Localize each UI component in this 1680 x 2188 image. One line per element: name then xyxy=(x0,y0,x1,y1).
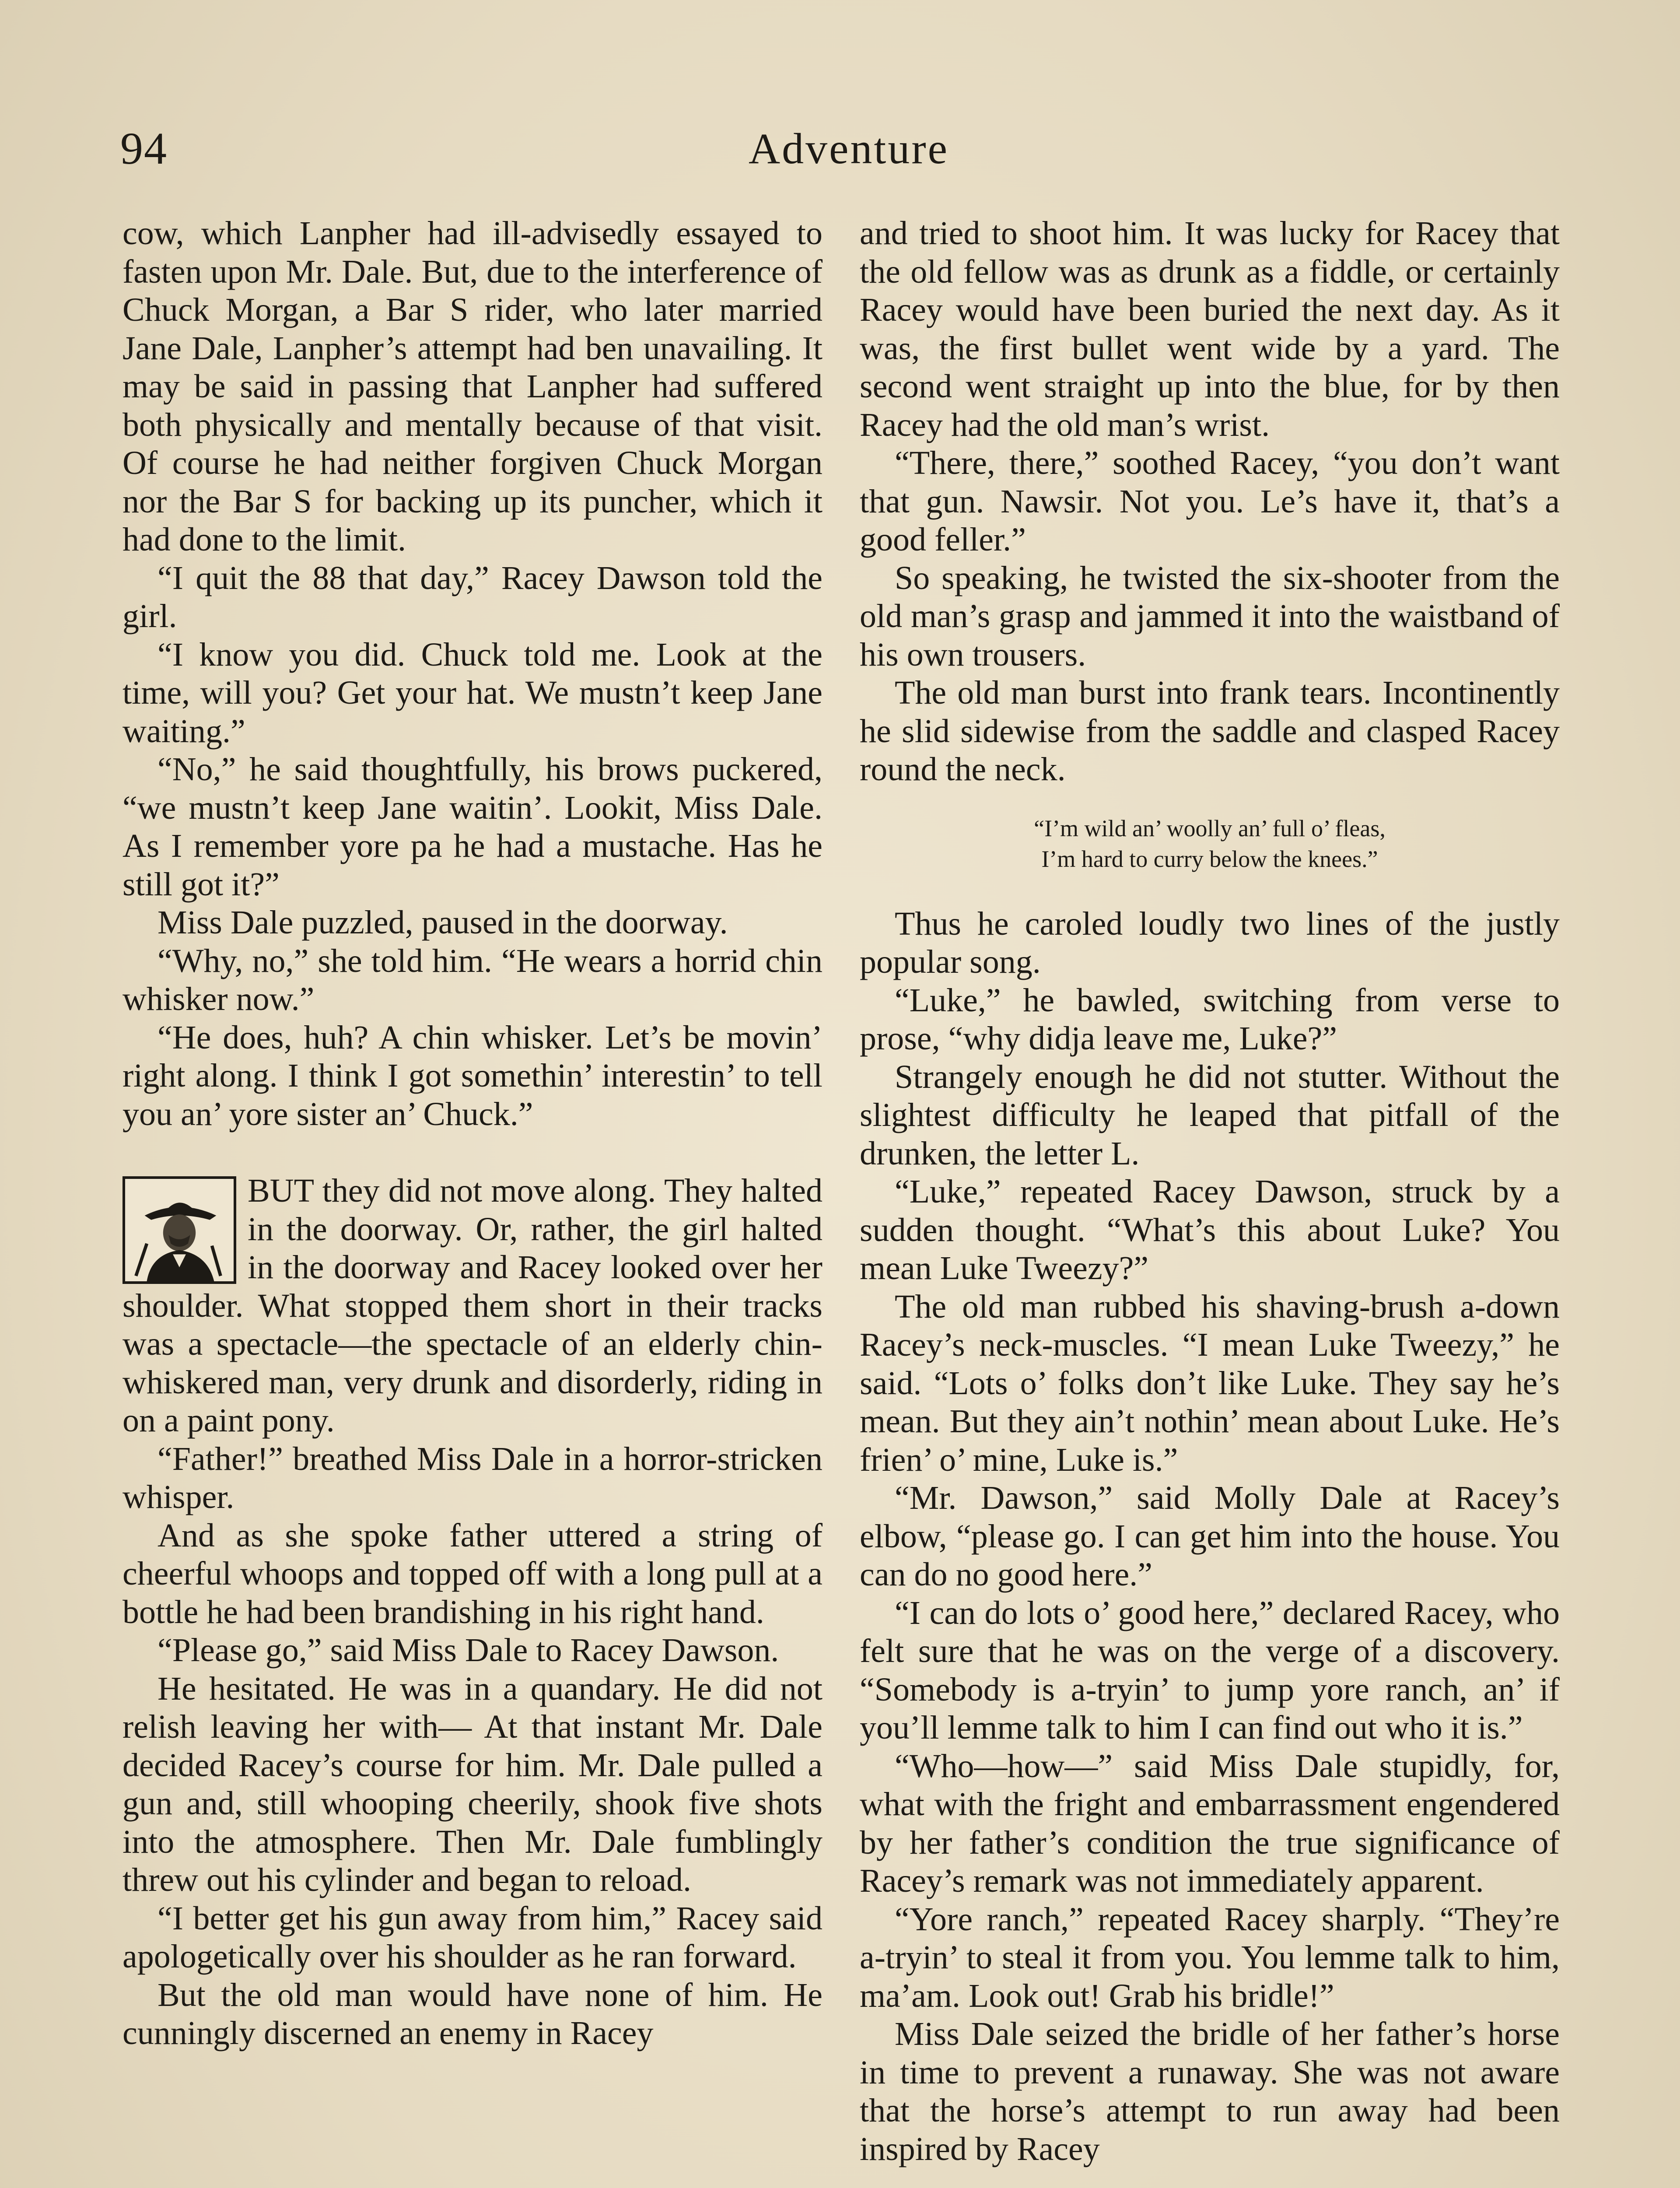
paragraph: Miss Dale puzzled, paused in the doorway. xyxy=(158,904,728,941)
paragraph: “Luke,” repeated Racey Dawson, struck by a sudden thought. “What’s this about Luke? You mean Luke Tweezy?” xyxy=(860,1173,1560,1287)
song-verse xyxy=(860,813,1560,874)
paragraph: Strangely enough he did not stutter. Without the slightest difficulty he leaped that pitfall of the drunken, the letter L. xyxy=(860,1058,1560,1172)
paragraph: “Yore ranch,” repeated Racey sharply. “They’re a-tryin’ to steal it from you. You lemme talk to him, ma’am. Look out! Grab his bridle!” xyxy=(860,1900,1560,2014)
paragraph: “Who—how—” said Miss Dale stupidly, for, what with the fright and embarrassment engendered by her father’s condition the true significance of Racey’s remark was not immediately apparent. xyxy=(860,1747,1560,1899)
paragraph: “I can do lots o’ good here,” declared Racey, who felt sure that he was on the verge of a discovery. “Somebody is a-tryin’ to jump yore ranch, an’ if you’ll lemme talk to him I can find out who it is.” xyxy=(860,1594,1560,1746)
running-title: Adventure xyxy=(748,124,949,173)
page-number: 94 xyxy=(120,123,168,174)
paragraph: “Father!” breathed Miss Dale in a horror-stricken whisper. xyxy=(122,1440,822,1515)
right-column xyxy=(860,214,1560,2168)
paragraph: He hesitated. He was in a quandary. He did not relish leaving her with— At that instant Mr. Dale decided Racey’s course for him. Mr. Dale pulled a gun and, still whooping cheerily, shook five shots into the atmosphere. Then Mr. Dale fumblingly threw out his cylinder and began to reload. xyxy=(122,1670,822,1898)
page-header xyxy=(120,118,1577,179)
paragraph: Thus he caroled loudly two lines of the justly popular song. xyxy=(860,905,1560,980)
paragraph: cow, which Lanpher had ill-advisedly essayed to fasten upon Mr. Dale. But, due to the interference of Chuck Morgan, a Bar S rider, who later married Jane Dale, Lanpher’s attempt had ben unavailing. It may be said in passing that Lanpher had suffered both physically and mentally because of that visit. Of course he had neither forgiven Chuck Morgan nor the Bar S for backing up its puncher, which it had done to the limit. xyxy=(122,215,822,558)
paragraph: “No,” he said thoughtfully, his brows puckered, “we mustn’t keep Jane waitin’. Lookit, Miss Dale. As I remember yore pa he had a mustache. Has he still got it?” xyxy=(122,751,822,903)
left-column xyxy=(122,214,822,2053)
paragraph: The old man burst into frank tears. Incontinently he slid sidewise from the saddle and clasped Racey round the neck. xyxy=(860,674,1560,788)
paragraph: “I know you did. Chuck told me. Look at the time, will you? Get your hat. We mustn’t keep Jane waiting.” xyxy=(122,636,822,750)
paragraph: And as she spoke father uttered a string of cheerful whoops and topped off with a long pull at a bottle he had been brandishing in his right hand. xyxy=(122,1517,822,1630)
paragraph: “Please go,” said Miss Dale to Racey Dawson. xyxy=(158,1632,779,1669)
cowboy-portrait-icon xyxy=(125,1179,234,1281)
drop-cap-illustration xyxy=(122,1176,236,1284)
paragraph: and tried to shoot him. It was lucky for Racey that the old fellow was as drunk as a fiddle, or certainly Racey would have been buried the next day. As it was, the first bullet went wide by a yard. The second went straight up into the blue, for by then Racey had the old man’s wrist. xyxy=(860,215,1560,443)
paragraph: “Mr. Dawson,” said Molly Dale at Racey’s elbow, “please go. I can get him into the house. You can do no good here.” xyxy=(860,1480,1560,1593)
paragraph: The old man rubbed his shaving-brush a-down Racey’s neck-muscles. “I mean Luke Tweezy,” he said. “Lots o’ folks don’t like Luke. They say he’s mean. But they ain’t nothin’ mean about Luke. He’s frien’ o’ mine, Luke is.” xyxy=(860,1288,1560,1478)
paragraph: “Luke,” he bawled, switching from verse to prose, “why didja leave me, Luke?” xyxy=(860,982,1560,1057)
paragraph-with-drop-cap: BUT they did not move along. They halted in the doorway. Or, rather, the girl halted in the doorway and Racey looked over her shoulder. What stopped them short in their tracks was a spectacle—the spectacle of an elderly chin-whiskered man, very drunk and disorderly, riding in on a paint pony. xyxy=(122,1172,822,1439)
paragraph: “I quit the 88 that day,” Racey Dawson told the girl. xyxy=(122,559,822,635)
paragraph: “There, there,” soothed Racey, “you don’t want that gun. Nawsir. Not you. Le’s have it, that’s a good feller.” xyxy=(860,445,1560,558)
paragraph: “I better get his gun away from him,” Racey said apologetically over his shoulder as he ran forward. xyxy=(122,1900,822,1975)
paragraph: “Why, no,” she told him. “He wears a horrid chin whisker now.” xyxy=(122,942,822,1017)
paragraph: So speaking, he twisted the six-shooter from the old man’s grasp and jammed it into the waistband of his own trousers. xyxy=(860,559,1560,673)
verse-line: I’m hard to curry below the knees.” xyxy=(1041,845,1378,872)
paragraph: Miss Dale seized the bridle of her father’s horse in time to prevent a runaway. She was not aware that the horse’s attempt to run away had been inspired by Racey xyxy=(860,2016,1560,2167)
paragraph: “He does, huh? A chin whisker. Let’s be movin’ right along. I think I got somethin’ interestin’ to tell you an’ yore sister an’ Chuck.” xyxy=(122,1019,822,1133)
verse-line: “I’m wild an’ woolly an’ full o’ fleas, xyxy=(1034,815,1386,842)
paragraph: But the old man would have none of him. He cunningly discerned an enemy in Racey xyxy=(122,1976,822,2051)
